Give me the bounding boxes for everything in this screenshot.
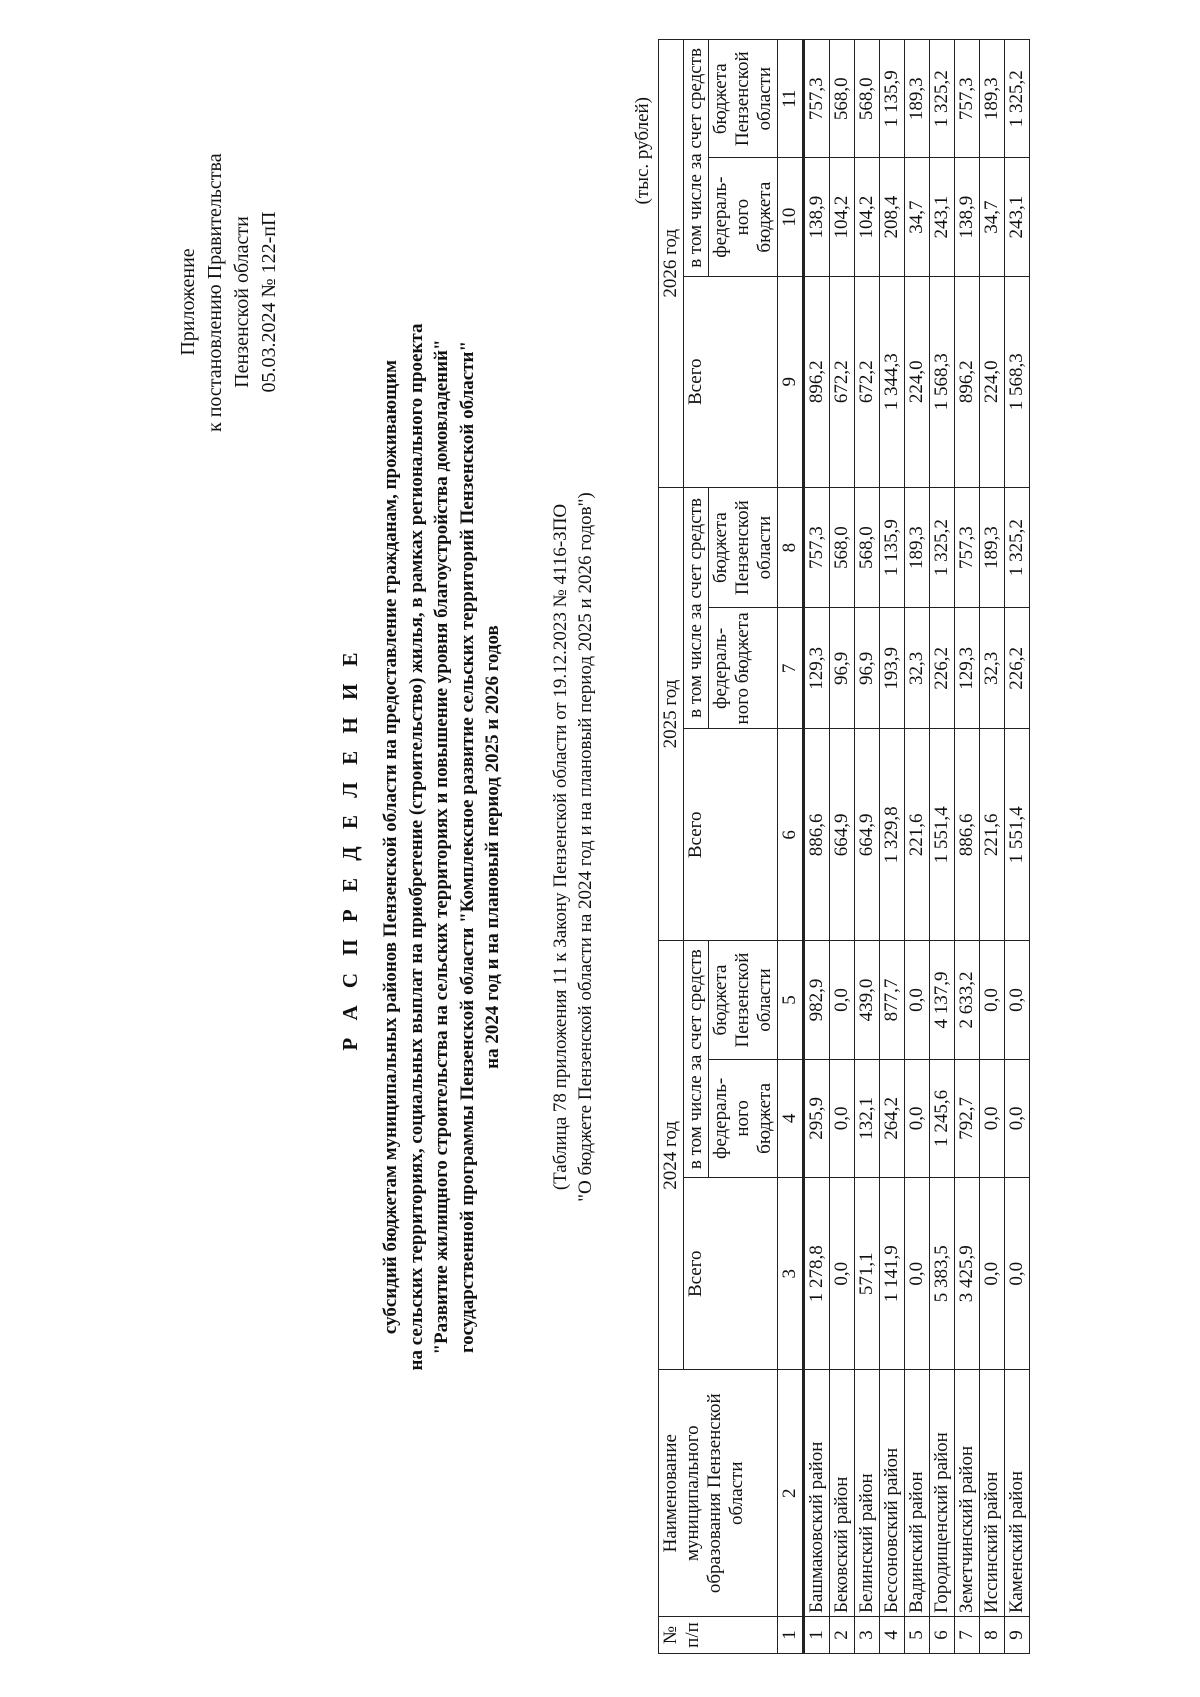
- amount-cell: 982,9: [804, 941, 830, 1059]
- amount-cell: 3 425,9: [955, 1178, 980, 1370]
- amount-cell: 104,2: [855, 158, 880, 276]
- amount-cell: 886,6: [955, 729, 980, 941]
- amount-cell: 0,0: [830, 941, 855, 1059]
- amount-cell: 2 633,2: [955, 941, 980, 1059]
- amount-cell: 571,1: [855, 1178, 880, 1370]
- amount-cell: 189,3: [980, 487, 1005, 608]
- amount-cell: 664,9: [855, 729, 880, 941]
- amount-cell: 1 141,9: [880, 1178, 905, 1370]
- subtitle-line: "Развитие жилищного строительства на сельских территориях и повышение уровня благоустройства домовладений": [431, 339, 452, 1355]
- header-year-2024: 2024 год: [659, 941, 684, 1370]
- amount-cell: 221,6: [905, 729, 930, 941]
- row-number-cell: 7: [955, 1617, 980, 1654]
- header-including-2026: в том числе за счет средств: [684, 40, 709, 277]
- amount-cell: 0,0: [905, 941, 930, 1059]
- amount-cell: 439,0: [855, 941, 880, 1059]
- amount-cell: 138,9: [955, 158, 980, 276]
- amount-cell: 1 278,8: [804, 1178, 830, 1370]
- header-federal-2026: федераль-ного бюджета: [709, 158, 778, 276]
- column-number: 3: [778, 1178, 804, 1370]
- amount-cell: 0,0: [1005, 1178, 1030, 1370]
- amount-cell: 1 568,3: [1005, 276, 1030, 487]
- column-number: 4: [778, 1059, 804, 1177]
- header-total-2026: Всего: [684, 276, 778, 487]
- amount-cell: 34,7: [905, 158, 930, 276]
- header-num: № п/п: [659, 1617, 778, 1654]
- header-year-2026: 2026 год: [659, 40, 684, 488]
- amount-cell: 1 551,4: [1005, 729, 1030, 941]
- amount-cell: 1 245,6: [930, 1059, 955, 1177]
- amount-cell: 189,3: [980, 40, 1005, 158]
- row-number-cell: 2: [830, 1617, 855, 1654]
- table-row: [905, 40, 930, 1654]
- column-number: 11: [778, 40, 804, 158]
- amount-cell: 1 135,9: [880, 40, 905, 158]
- note-line: "О бюджете Пензенской области на 2024 год и на плановый период 2025 и 2026 годов"): [575, 492, 596, 1202]
- district-name-cell: Земетчинский район: [955, 1370, 980, 1617]
- column-number: 7: [778, 608, 804, 729]
- amount-cell: 672,2: [855, 276, 880, 487]
- amount-cell: 264,2: [880, 1059, 905, 1177]
- amount-cell: 568,0: [855, 487, 880, 608]
- amount-cell: 226,2: [1005, 608, 1030, 729]
- subtitle-line: на 2024 год и на плановый период 2025 и 2026 годов: [482, 625, 503, 1069]
- district-name-cell: Бековский район: [830, 1370, 855, 1617]
- amount-cell: 664,9: [830, 729, 855, 941]
- amount-cell: 1 325,2: [930, 40, 955, 158]
- appendix-line: Приложение: [177, 248, 199, 356]
- amount-cell: 104,2: [830, 158, 855, 276]
- column-number: 5: [778, 941, 804, 1059]
- amount-cell: 896,2: [955, 276, 980, 487]
- amount-cell: 0,0: [830, 1178, 855, 1370]
- amount-cell: 792,7: [955, 1059, 980, 1177]
- amount-cell: 193,9: [880, 608, 905, 729]
- amount-cell: 1 325,2: [1005, 40, 1030, 158]
- document-subtitle: [378, 317, 506, 1377]
- row-number-cell: 1: [804, 1617, 830, 1654]
- amount-cell: 5 383,5: [930, 1178, 955, 1370]
- amount-cell: 208,4: [880, 158, 905, 276]
- amount-cell: 877,7: [880, 941, 905, 1059]
- district-name-cell: Каменский район: [1005, 1370, 1030, 1617]
- table-body: [804, 40, 1030, 1654]
- amount-cell: 132,1: [855, 1059, 880, 1177]
- amount-cell: 226,2: [930, 608, 955, 729]
- amount-cell: 32,3: [980, 608, 1005, 729]
- amount-cell: 0,0: [905, 1178, 930, 1370]
- header-total-2024: Всего: [684, 1178, 778, 1370]
- units-label: (тыс. рублей): [632, 97, 653, 205]
- subtitle-line: государственной программы Пензенской области "Комплексное развитие сельских территорий Пензенской области": [456, 340, 478, 1354]
- amount-cell: 0,0: [980, 941, 1005, 1059]
- column-number: 8: [778, 487, 804, 608]
- header-name: Наименование муниципального образования Пензенской области: [659, 1370, 778, 1617]
- header-regional-2025: бюджета Пензенской области: [709, 487, 778, 608]
- amount-cell: 0,0: [905, 1059, 930, 1177]
- column-number: 6: [778, 729, 804, 941]
- amount-cell: 4 137,9: [930, 941, 955, 1059]
- district-name-cell: Иссинский район: [980, 1370, 1005, 1617]
- amount-cell: 568,0: [830, 487, 855, 608]
- amount-cell: 129,3: [955, 608, 980, 729]
- header-including-2024: в том числе за счет средств: [684, 941, 709, 1178]
- note-line: (Таблица 78 приложения 11 к Закону Пензенской области от 19.12.2023 № 4116-ЗПО: [550, 503, 571, 1191]
- amount-cell: 295,9: [804, 1059, 830, 1177]
- amount-cell: 0,0: [830, 1059, 855, 1177]
- district-name-cell: Вадинский район: [905, 1370, 930, 1617]
- column-number: 2: [778, 1370, 804, 1617]
- table-row: [1005, 40, 1030, 1654]
- amount-cell: 96,9: [855, 608, 880, 729]
- amount-cell: 138,9: [804, 158, 830, 276]
- district-name-cell: Бессоновский район: [880, 1370, 905, 1617]
- header-regional-2024: бюджета Пензенской области: [709, 941, 778, 1059]
- header-year-2025: 2025 год: [659, 487, 684, 941]
- amount-cell: 34,7: [980, 158, 1005, 276]
- amount-cell: 886,6: [804, 729, 830, 941]
- header-regional-2026: бюджета Пензенской области: [709, 40, 778, 158]
- column-number: 10: [778, 158, 804, 276]
- district-name-cell: Городищенский район: [930, 1370, 955, 1617]
- column-number-row: [778, 40, 804, 1654]
- amount-cell: 0,0: [980, 1059, 1005, 1177]
- amount-cell: 243,1: [930, 158, 955, 276]
- row-number-cell: 8: [980, 1617, 1005, 1654]
- table-row: [880, 40, 905, 1654]
- amount-cell: 1 344,3: [880, 276, 905, 487]
- amount-cell: 224,0: [905, 276, 930, 487]
- table-row: [855, 40, 880, 1654]
- column-number: 1: [778, 1617, 804, 1654]
- row-number-cell: 9: [1005, 1617, 1030, 1654]
- appendix-line: к постановлению Правительства: [204, 153, 226, 432]
- amount-cell: 221,6: [980, 729, 1005, 941]
- amount-cell: 1 325,2: [930, 487, 955, 608]
- subtitle-line: на сельских территориях, социальных выплат на приобретение (строительство) жилья, в рамках регионального проекта: [405, 323, 427, 1371]
- amount-cell: 1 551,4: [930, 729, 955, 941]
- amount-cell: 32,3: [905, 608, 930, 729]
- row-number-cell: 4: [880, 1617, 905, 1654]
- district-name-cell: Белинский район: [855, 1370, 880, 1617]
- table-row: [804, 40, 830, 1654]
- header-including-2025: в том числе за счет средств: [684, 487, 709, 729]
- header-total-2025: Всего: [684, 729, 778, 941]
- amount-cell: 224,0: [980, 276, 1005, 487]
- table-row: [955, 40, 980, 1654]
- table-row: [930, 40, 955, 1654]
- subtitle-line: субсидий бюджетам муниципальных районов Пензенской области на предоставление гражданам, проживающим: [380, 359, 401, 1335]
- amount-cell: 1 325,2: [1005, 487, 1030, 608]
- district-name-cell: Башмаковский район: [804, 1370, 830, 1617]
- amount-cell: 189,3: [905, 487, 930, 608]
- amount-cell: 1 329,8: [880, 729, 905, 941]
- distribution-table: [658, 39, 1030, 1654]
- amount-cell: 189,3: [905, 40, 930, 158]
- amount-cell: 1 568,3: [930, 276, 955, 487]
- appendix-line: Пензенской области: [231, 216, 253, 388]
- table-row: [830, 40, 855, 1654]
- amount-cell: 568,0: [855, 40, 880, 158]
- header-federal-2025: федераль-ного бюджета: [709, 608, 778, 729]
- amount-cell: 1 135,9: [880, 487, 905, 608]
- document-title: Р А С П Р Е Д Е Л Е Н И Е: [338, 646, 362, 1051]
- amount-cell: 757,3: [955, 40, 980, 158]
- source-note: [548, 397, 598, 1297]
- appendix-line: 05.03.2024 № 122-пП: [258, 211, 280, 393]
- amount-cell: 0,0: [1005, 1059, 1030, 1177]
- header-federal-2024: федераль-ного бюджета: [709, 1059, 778, 1177]
- amount-cell: 568,0: [830, 40, 855, 158]
- amount-cell: 672,2: [830, 276, 855, 487]
- amount-cell: 896,2: [804, 276, 830, 487]
- row-number-cell: 3: [855, 1617, 880, 1654]
- row-number-cell: 5: [905, 1617, 930, 1654]
- amount-cell: 0,0: [1005, 941, 1030, 1059]
- amount-cell: 757,3: [955, 487, 980, 608]
- amount-cell: 757,3: [804, 40, 830, 158]
- appendix-block: [175, 153, 283, 432]
- amount-cell: 96,9: [830, 608, 855, 729]
- row-number-cell: 6: [930, 1617, 955, 1654]
- amount-cell: 243,1: [1005, 158, 1030, 276]
- column-number: 9: [778, 276, 804, 487]
- amount-cell: 757,3: [804, 487, 830, 608]
- table-row: [980, 40, 1005, 1654]
- amount-cell: 129,3: [804, 608, 830, 729]
- header-row-years: [659, 40, 684, 1654]
- amount-cell: 0,0: [980, 1178, 1005, 1370]
